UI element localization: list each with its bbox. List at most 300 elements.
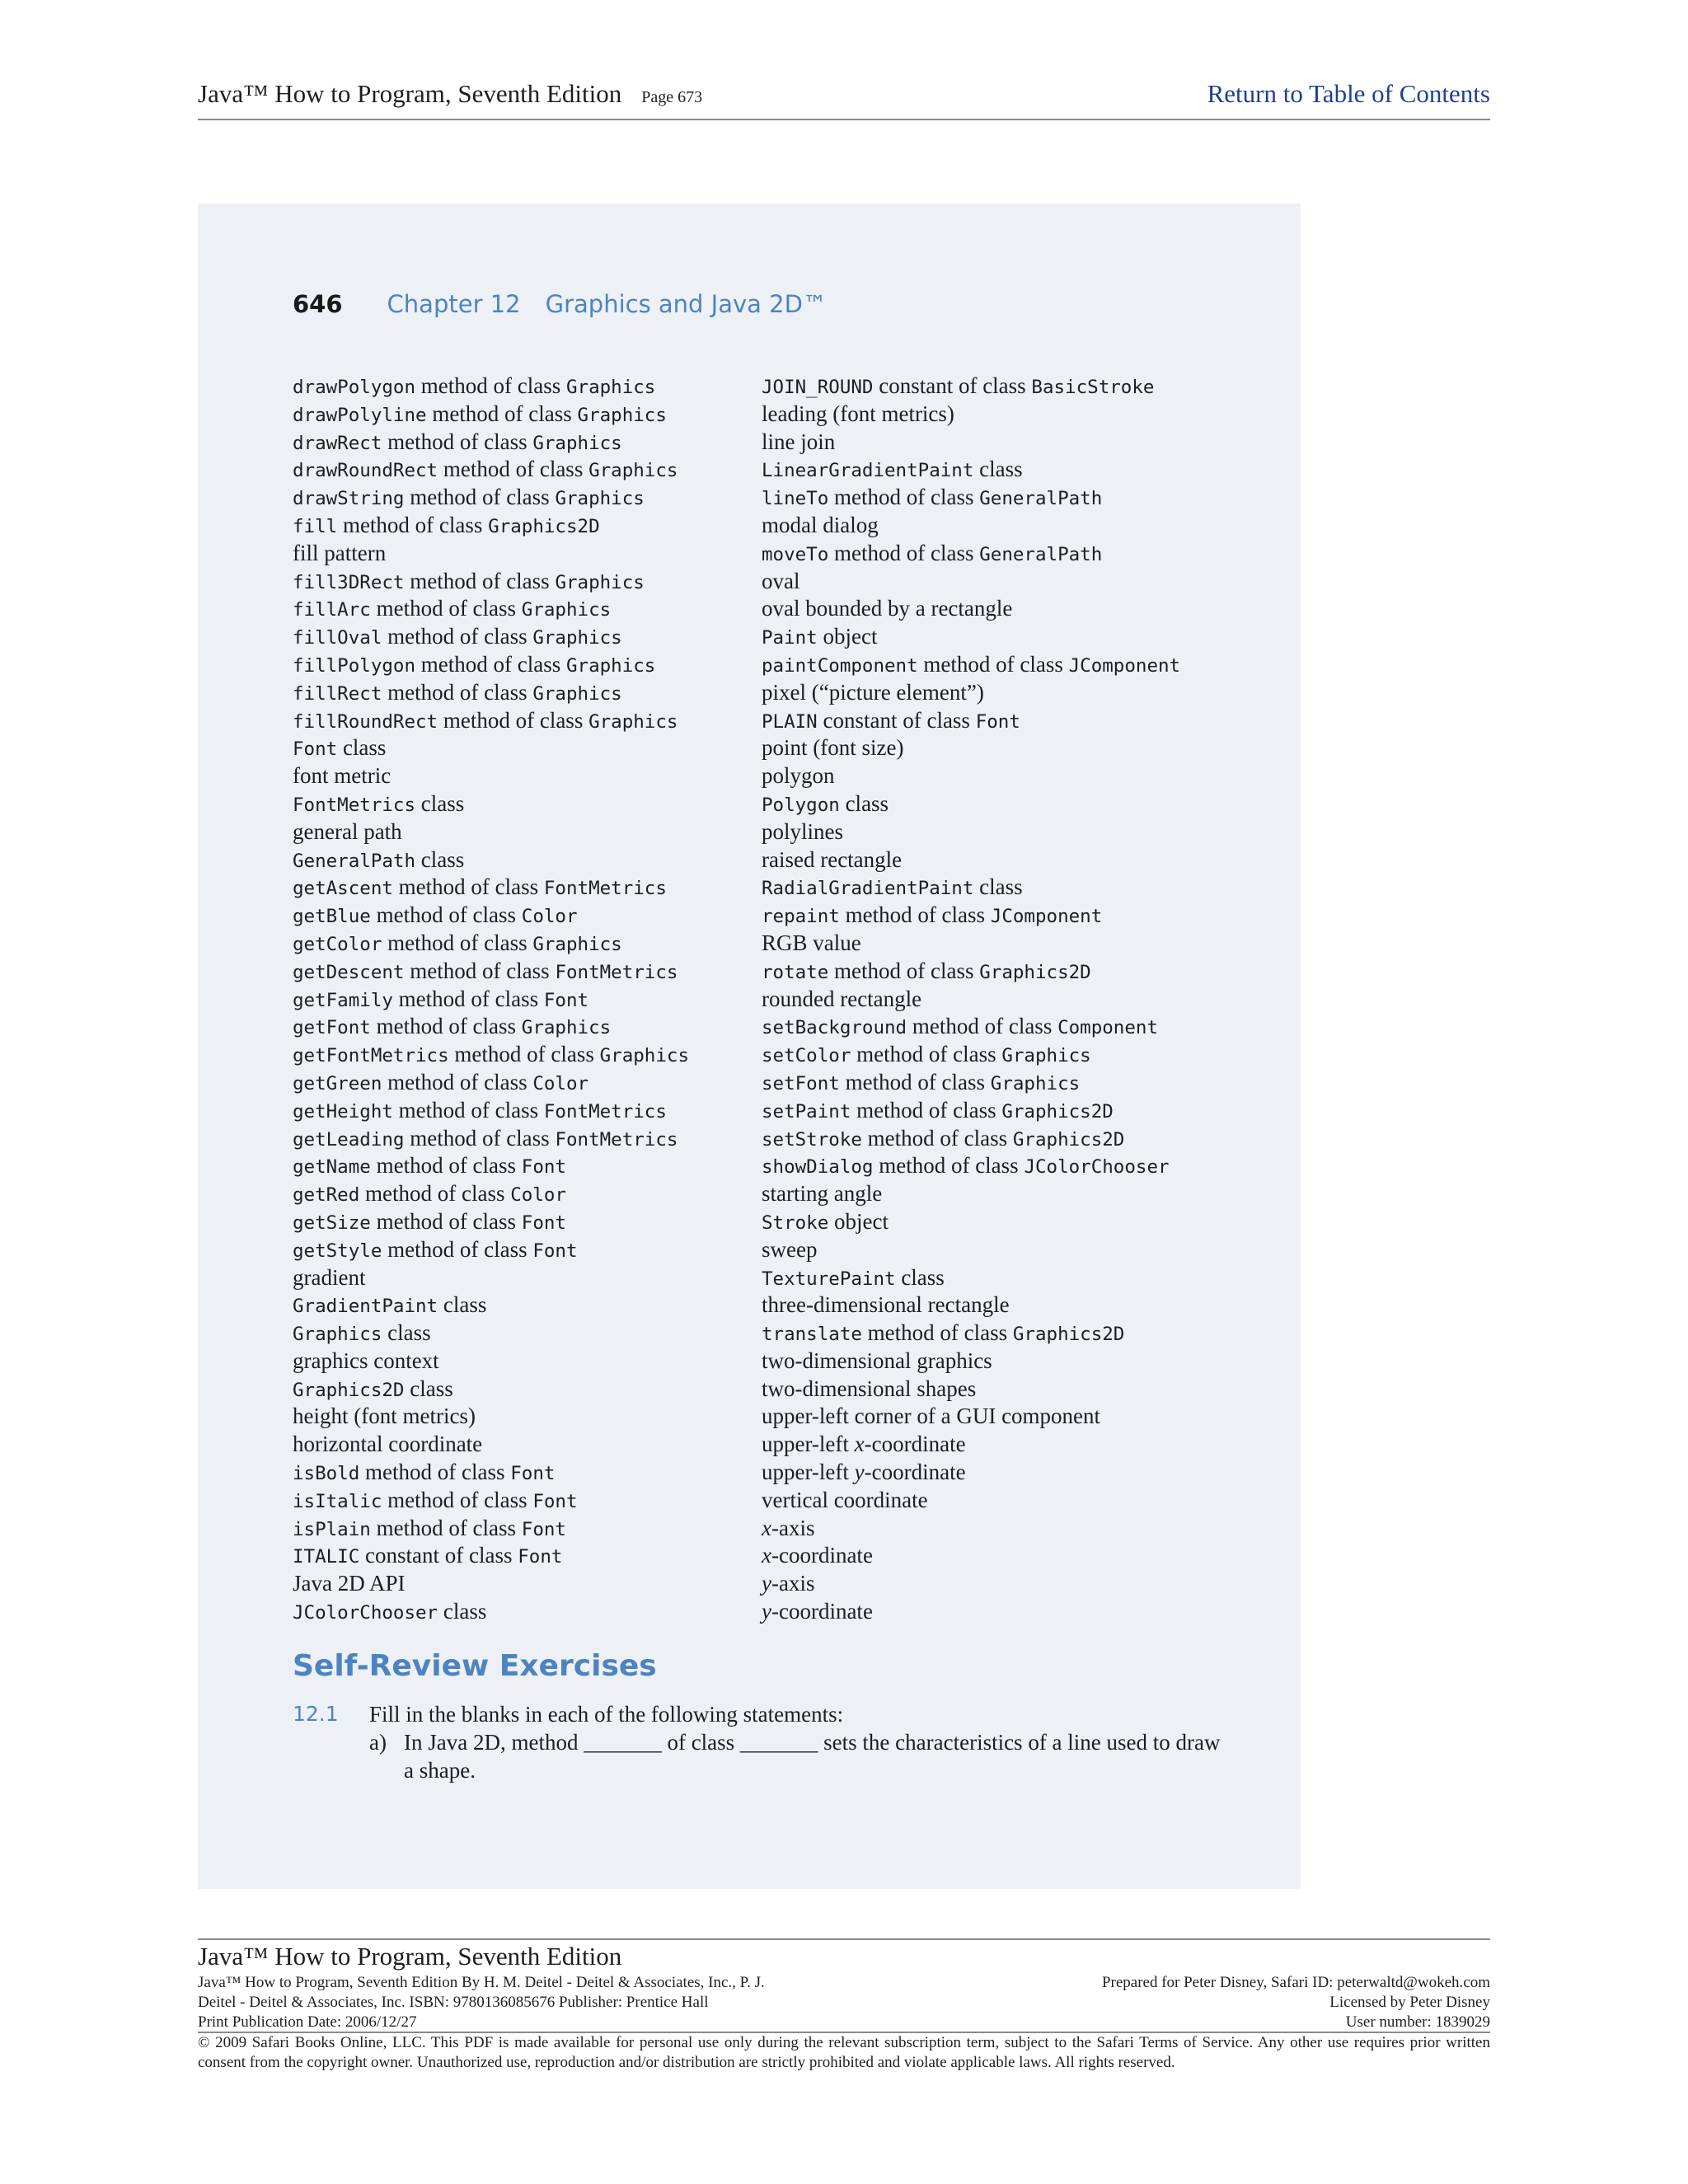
footer-info-line: Deitel - Deitel & Associates, Inc. ISBN: 9780136085676 Publisher: Prentice Hall (198, 1994, 709, 2011)
term-text: line join (762, 429, 836, 454)
term-text: constant of class (359, 1543, 518, 1568)
term-text: method of class (828, 485, 980, 510)
code-identifier: paintComponent (762, 654, 918, 677)
term-text: general path (293, 818, 402, 844)
code-identifier: Graphics2D (293, 1379, 405, 1401)
index-term (293, 930, 689, 958)
term-text: horizontal coordinate (293, 1432, 483, 1457)
code-identifier: Graphics (599, 1045, 689, 1067)
code-identifier: Font (532, 1240, 578, 1262)
term-text: three-dimensional rectangle (762, 1292, 1010, 1318)
index-term (762, 902, 1180, 930)
term-text: -coordinate (771, 1599, 873, 1624)
term-text: method of class (851, 1042, 1002, 1067)
term-text: method of class (438, 707, 589, 733)
index-term (762, 1097, 1180, 1125)
index-term (762, 762, 1180, 790)
term-text: method of class (370, 1515, 522, 1540)
term-text: pixel (“picture element”) (762, 679, 984, 705)
term-text: class (438, 1292, 487, 1318)
index-term (293, 1208, 689, 1236)
index-term (762, 401, 1180, 429)
term-text: y (854, 1460, 865, 1485)
term-text: upper-left (762, 1432, 855, 1457)
index-term (762, 1264, 1180, 1292)
exercise-intro: Fill in the blanks in each of the following statements: (369, 1702, 844, 1727)
index-term (762, 595, 1180, 623)
index-term (762, 734, 1180, 762)
code-identifier: fillArc (293, 599, 371, 621)
index-term (293, 1431, 689, 1459)
term-text: -axis (771, 1515, 815, 1540)
code-identifier: Stroke (762, 1212, 829, 1234)
term-text: method of class (359, 1181, 511, 1207)
term-text: method of class (370, 1208, 522, 1234)
code-identifier: fillRoundRect (293, 710, 438, 733)
exercise-number: 12.1 (293, 1702, 339, 1726)
code-identifier: JOIN_ROUND (762, 377, 874, 398)
index-term (762, 484, 1180, 512)
chapter-title: Graphics and Java 2D™ (545, 290, 827, 318)
code-identifier: Color (532, 1072, 589, 1094)
code-identifier: setColor (762, 1045, 851, 1067)
index-term (293, 1598, 689, 1626)
index-term (293, 1376, 689, 1404)
code-identifier: getHeight (293, 1100, 393, 1122)
term-text: class (415, 846, 465, 872)
index-term (762, 679, 1180, 707)
code-identifier: drawString (293, 488, 405, 510)
term-text: two-dimensional shapes (762, 1376, 977, 1401)
code-identifier: getGreen (293, 1072, 382, 1094)
code-identifier: Graphics2D (979, 961, 1091, 983)
header-book-title: Java™ How to Program, Seventh Edition (198, 79, 622, 108)
term-text: y (762, 1599, 771, 1624)
term-text: method of class (392, 1097, 544, 1122)
term-text: starting angle (762, 1181, 883, 1207)
term-text: method of class (370, 1153, 522, 1179)
term-text: constant of class (873, 373, 1032, 398)
code-identifier: drawRoundRect (293, 460, 438, 482)
index-term (762, 707, 1180, 735)
code-identifier: Graphics (577, 404, 667, 426)
index-term (762, 790, 1180, 818)
code-identifier: Graphics2D (1012, 1128, 1125, 1151)
code-identifier: fillPolygon (293, 654, 416, 677)
term-text: method of class (861, 1125, 1013, 1151)
code-identifier: Graphics (565, 377, 656, 398)
term-text: method of class (359, 1460, 511, 1485)
code-identifier: Graphics (1001, 1045, 1091, 1067)
term-text: graphics context (293, 1347, 439, 1373)
term-text: method of class (404, 958, 556, 983)
code-identifier: setPaint (762, 1100, 851, 1122)
term-text: class (438, 1599, 487, 1624)
code-identifier: getColor (293, 933, 382, 955)
code-identifier: FontMetrics (555, 961, 678, 983)
code-identifier: Graphics (532, 933, 622, 955)
book-page-number: 646 (293, 290, 343, 318)
code-identifier: Component (1057, 1017, 1158, 1039)
code-identifier: getName (293, 1156, 371, 1179)
index-term (762, 540, 1180, 568)
header-title (198, 77, 702, 114)
term-text: method of class (382, 429, 533, 454)
term-text: method of class (382, 930, 533, 955)
term-text: Java 2D API (293, 1571, 406, 1596)
code-identifier: fill3DRect (293, 571, 405, 593)
code-identifier: isBold (293, 1463, 360, 1485)
term-text: class (973, 457, 1023, 482)
term-text: x (762, 1543, 771, 1568)
term-text: method of class (438, 457, 589, 482)
index-term (762, 1347, 1180, 1376)
term-text: method of class (907, 1014, 1058, 1039)
term-text: method of class (839, 902, 991, 928)
index-term (762, 1291, 1180, 1319)
term-text: -coordinate (864, 1460, 966, 1485)
index-term (762, 623, 1180, 651)
code-identifier: FontMetrics (543, 878, 667, 900)
code-identifier: FontMetrics (555, 1128, 678, 1151)
index-term (762, 1152, 1180, 1180)
terminology-column-left (293, 373, 689, 1626)
index-term (762, 818, 1180, 846)
index-term (293, 1041, 689, 1069)
term-text: method of class (382, 1487, 533, 1512)
index-term (293, 762, 689, 790)
term-text: constant of class (817, 707, 976, 733)
code-identifier: isPlain (293, 1518, 371, 1540)
code-identifier: JComponent (1068, 654, 1181, 677)
term-text: method of class (382, 1069, 533, 1094)
code-identifier: FontMetrics (293, 794, 416, 816)
term-text: y (762, 1571, 771, 1596)
code-identifier: Graphics (521, 599, 612, 621)
index-term (293, 1347, 689, 1376)
code-identifier: Color (510, 1184, 566, 1207)
index-term (762, 1459, 1180, 1487)
code-identifier: Graphics (532, 627, 622, 649)
index-term (762, 1515, 1180, 1543)
footer-license-line: User number: 1839029 (1345, 2013, 1490, 2031)
term-text: rounded rectangle (762, 986, 922, 1011)
term-text: -coordinate (771, 1543, 873, 1568)
code-identifier: setFont (762, 1072, 840, 1094)
code-identifier: Font (543, 989, 589, 1011)
term-text: two-dimensional graphics (762, 1347, 992, 1373)
index-term (762, 1570, 1180, 1598)
index-term (293, 1152, 689, 1180)
code-identifier: Graphics2D (488, 515, 600, 537)
term-text: class (337, 735, 387, 761)
code-identifier: FontMetrics (543, 1100, 667, 1122)
code-identifier: BasicStroke (1031, 377, 1155, 398)
index-term (762, 1431, 1180, 1459)
index-term (293, 1542, 689, 1570)
term-text: x (854, 1432, 865, 1457)
index-term (293, 679, 689, 707)
code-identifier: Font (521, 1212, 566, 1234)
index-term (762, 1598, 1180, 1626)
code-identifier: TexturePaint (762, 1268, 896, 1290)
code-identifier: PLAIN (762, 710, 818, 733)
term-text: -axis (771, 1571, 815, 1596)
code-identifier: getDescent (293, 961, 405, 983)
index-term (293, 540, 689, 568)
index-term (293, 1264, 689, 1292)
term-text: method of class (382, 624, 533, 649)
index-term (762, 874, 1180, 902)
term-text: raised rectangle (762, 846, 903, 872)
term-text: method of class (448, 1042, 600, 1067)
code-identifier: getFontMetrics (293, 1045, 449, 1067)
return-to-toc-link[interactable]: Return to Table of Contents (1207, 79, 1490, 108)
footer-license-line: Licensed by Peter Disney (1329, 1994, 1490, 2011)
index-term (293, 818, 689, 846)
term-text: method of class (415, 651, 566, 677)
header-page-number: Page 673 (641, 88, 703, 106)
code-identifier: getFamily (293, 989, 393, 1011)
code-identifier: Font (518, 1546, 563, 1568)
code-identifier: setStroke (762, 1128, 862, 1151)
code-identifier: ITALIC (293, 1546, 360, 1568)
term-text: class (839, 790, 889, 816)
index-term (293, 846, 689, 874)
footer-publication-info (198, 1973, 907, 2032)
term-text: class (973, 874, 1023, 900)
term-text: method of class (917, 651, 1069, 677)
index-term (762, 568, 1180, 596)
code-identifier: getFont (293, 1017, 371, 1039)
index-term (762, 1125, 1180, 1153)
code-identifier: showDialog (762, 1156, 874, 1179)
index-term (293, 1487, 689, 1515)
term-text: leading (font metrics) (762, 401, 954, 426)
term-text: -coordinate (864, 1432, 966, 1457)
footer-info-line: Java™ How to Program, Seventh Edition By H. M. Deitel - Deitel & Associates, Inc., P. J. (198, 1974, 765, 1991)
code-identifier: JColorChooser (1024, 1156, 1170, 1179)
term-text: method of class (873, 1153, 1025, 1179)
code-identifier: JComponent (990, 906, 1103, 928)
index-term (293, 874, 689, 902)
index-term (293, 512, 689, 540)
index-term (762, 1236, 1180, 1264)
index-term (762, 1319, 1180, 1347)
term-text: method of class (861, 1320, 1013, 1346)
code-identifier: Graphics2D (1012, 1324, 1125, 1346)
chapter-running-head (293, 288, 827, 321)
index-term (762, 1180, 1180, 1208)
term-text: gradient (293, 1264, 366, 1290)
index-term (293, 1236, 689, 1264)
code-identifier: translate (762, 1324, 862, 1346)
term-text: oval (762, 568, 800, 593)
index-term (762, 429, 1180, 457)
code-identifier: GeneralPath (293, 850, 416, 872)
index-term (762, 986, 1180, 1014)
code-identifier: RadialGradientPaint (762, 878, 974, 900)
index-term (293, 902, 689, 930)
code-identifier: lineTo (762, 488, 829, 510)
term-text: RGB value (762, 930, 861, 955)
term-text: oval bounded by a rectangle (762, 596, 1013, 621)
index-term (293, 1291, 689, 1319)
term-text: sweep (762, 1236, 818, 1262)
code-identifier: repaint (762, 906, 840, 928)
code-identifier: Font (532, 1490, 578, 1512)
page-header (198, 77, 1490, 120)
index-term (293, 1125, 689, 1153)
term-text: polylines (762, 818, 843, 844)
index-term (762, 1208, 1180, 1236)
index-term (293, 986, 689, 1014)
term-text: method of class (370, 1014, 522, 1039)
code-identifier: Font (293, 738, 338, 761)
index-term (762, 1013, 1180, 1041)
code-identifier: GeneralPath (979, 488, 1103, 510)
code-identifier: Paint (762, 627, 818, 649)
term-text: font metric (293, 763, 392, 789)
footer-copyright-notice: © 2009 Safari Books Online, LLC. This PDF is made available for personal use only during the relevant subscription term, subject to the Safari Terms of Service. Any other use requires prior written consent from the copyright owner. Unauthorized use, reproduction and/or distribution are strictly prohibited and violate applicable laws. All rights reserved. (198, 2034, 1490, 2071)
index-term (762, 512, 1180, 540)
code-identifier: drawPolygon (293, 377, 416, 398)
index-term (293, 1403, 689, 1431)
code-identifier: drawPolyline (293, 404, 427, 426)
code-identifier: Font (521, 1518, 566, 1540)
terminology-column-right (762, 373, 1180, 1626)
term-text: method of class (828, 540, 980, 565)
code-identifier: getRed (293, 1184, 360, 1207)
term-text: method of class (370, 596, 522, 621)
index-term (293, 1570, 689, 1598)
term-text: method of class (828, 958, 980, 983)
code-identifier: Graphics (588, 710, 678, 733)
code-identifier: GeneralPath (979, 543, 1103, 565)
index-term (293, 1013, 689, 1041)
code-identifier: getBlue (293, 906, 371, 928)
term-text: class (382, 1320, 431, 1346)
code-identifier: Font (510, 1463, 556, 1485)
code-identifier: setBackground (762, 1017, 907, 1039)
index-term (762, 373, 1180, 401)
index-term (293, 1459, 689, 1487)
index-term (293, 401, 689, 429)
term-text: class (895, 1264, 945, 1290)
index-term (762, 1069, 1180, 1097)
term-text: upper-left corner of a GUI component (762, 1404, 1101, 1429)
term-text: method of class (382, 679, 533, 705)
self-review-heading: Self-Review Exercises (293, 1649, 657, 1683)
term-text: method of class (370, 902, 522, 928)
term-text: method of class (392, 986, 544, 1011)
index-term (762, 1376, 1180, 1404)
code-identifier: Color (521, 906, 578, 928)
code-identifier: Font (975, 710, 1020, 733)
code-identifier: fillOval (293, 627, 382, 649)
exercise-item-text: In Java 2D, method _______ of class _______ sets the characteristics of a line used to draw a shape. (404, 1730, 1221, 1783)
term-text: object (817, 624, 878, 649)
index-term (762, 1542, 1180, 1570)
term-text: class (415, 790, 465, 816)
code-identifier: getLeading (293, 1128, 405, 1151)
index-term (293, 1097, 689, 1125)
term-text: method of class (426, 401, 578, 426)
code-identifier: Graphics (555, 488, 645, 510)
term-text: method of class (851, 1097, 1002, 1122)
code-identifier: moveTo (762, 543, 829, 565)
term-text: vertical coordinate (762, 1487, 928, 1512)
index-term (762, 846, 1180, 874)
term-text: method of class (392, 874, 544, 900)
index-term (293, 623, 689, 651)
term-text: point (font size) (762, 735, 904, 761)
term-text: object (828, 1208, 889, 1234)
term-text: method of class (404, 568, 556, 593)
index-term (762, 930, 1180, 958)
term-text: method of class (415, 373, 566, 398)
index-term (293, 456, 689, 484)
index-term (293, 958, 689, 986)
index-term (762, 1403, 1180, 1431)
term-text: height (font metrics) (293, 1404, 476, 1429)
index-term (293, 707, 689, 735)
footer-license-info (880, 1973, 1490, 2032)
code-identifier: JColorChooser (293, 1602, 438, 1624)
footer-book-title: Java™ How to Program, Seventh Edition (198, 1942, 622, 1971)
index-term (293, 1069, 689, 1097)
code-identifier: Graphics (565, 654, 656, 677)
term-text: method of class (382, 1236, 533, 1262)
code-identifier: Font (521, 1156, 566, 1179)
term-text: method of class (337, 512, 489, 537)
term-text: polygon (762, 763, 835, 789)
footer-license-line: Prepared for Peter Disney, Safari ID: peterwaltd@wokeh.com (1101, 1974, 1490, 1991)
code-identifier: getAscent (293, 878, 393, 900)
index-term (293, 595, 689, 623)
code-identifier: Graphics (990, 1072, 1081, 1094)
term-text: class (404, 1376, 453, 1401)
term-text: x (762, 1515, 771, 1540)
code-identifier: Graphics (588, 460, 678, 482)
code-identifier: Graphics (521, 1017, 612, 1039)
code-identifier: Graphics2D (1001, 1100, 1114, 1122)
code-identifier: fill (293, 515, 338, 537)
code-identifier: Graphics (555, 571, 645, 593)
index-term (293, 373, 689, 401)
index-term (293, 734, 689, 762)
footer-info-line: Print Publication Date: 2006/12/27 (198, 2013, 417, 2031)
term-text: upper-left (762, 1460, 855, 1485)
code-identifier: isItalic (293, 1490, 382, 1512)
index-term (762, 1487, 1180, 1515)
term-text: method of class (404, 1125, 556, 1151)
index-term (293, 1319, 689, 1347)
index-term (762, 958, 1180, 986)
index-term (762, 1041, 1180, 1069)
index-term (293, 1180, 689, 1208)
chapter-label: Chapter 12 (387, 290, 521, 318)
code-identifier: rotate (762, 961, 829, 983)
code-identifier: LinearGradientPaint (762, 460, 974, 482)
book-page-panel (198, 204, 1301, 1889)
code-identifier: fillRect (293, 682, 382, 705)
term-text: method of class (404, 485, 556, 510)
term-text: fill pattern (293, 540, 387, 565)
code-identifier: Polygon (762, 794, 840, 816)
term-text: modal dialog (762, 512, 879, 537)
code-identifier: Graphics (293, 1324, 382, 1346)
